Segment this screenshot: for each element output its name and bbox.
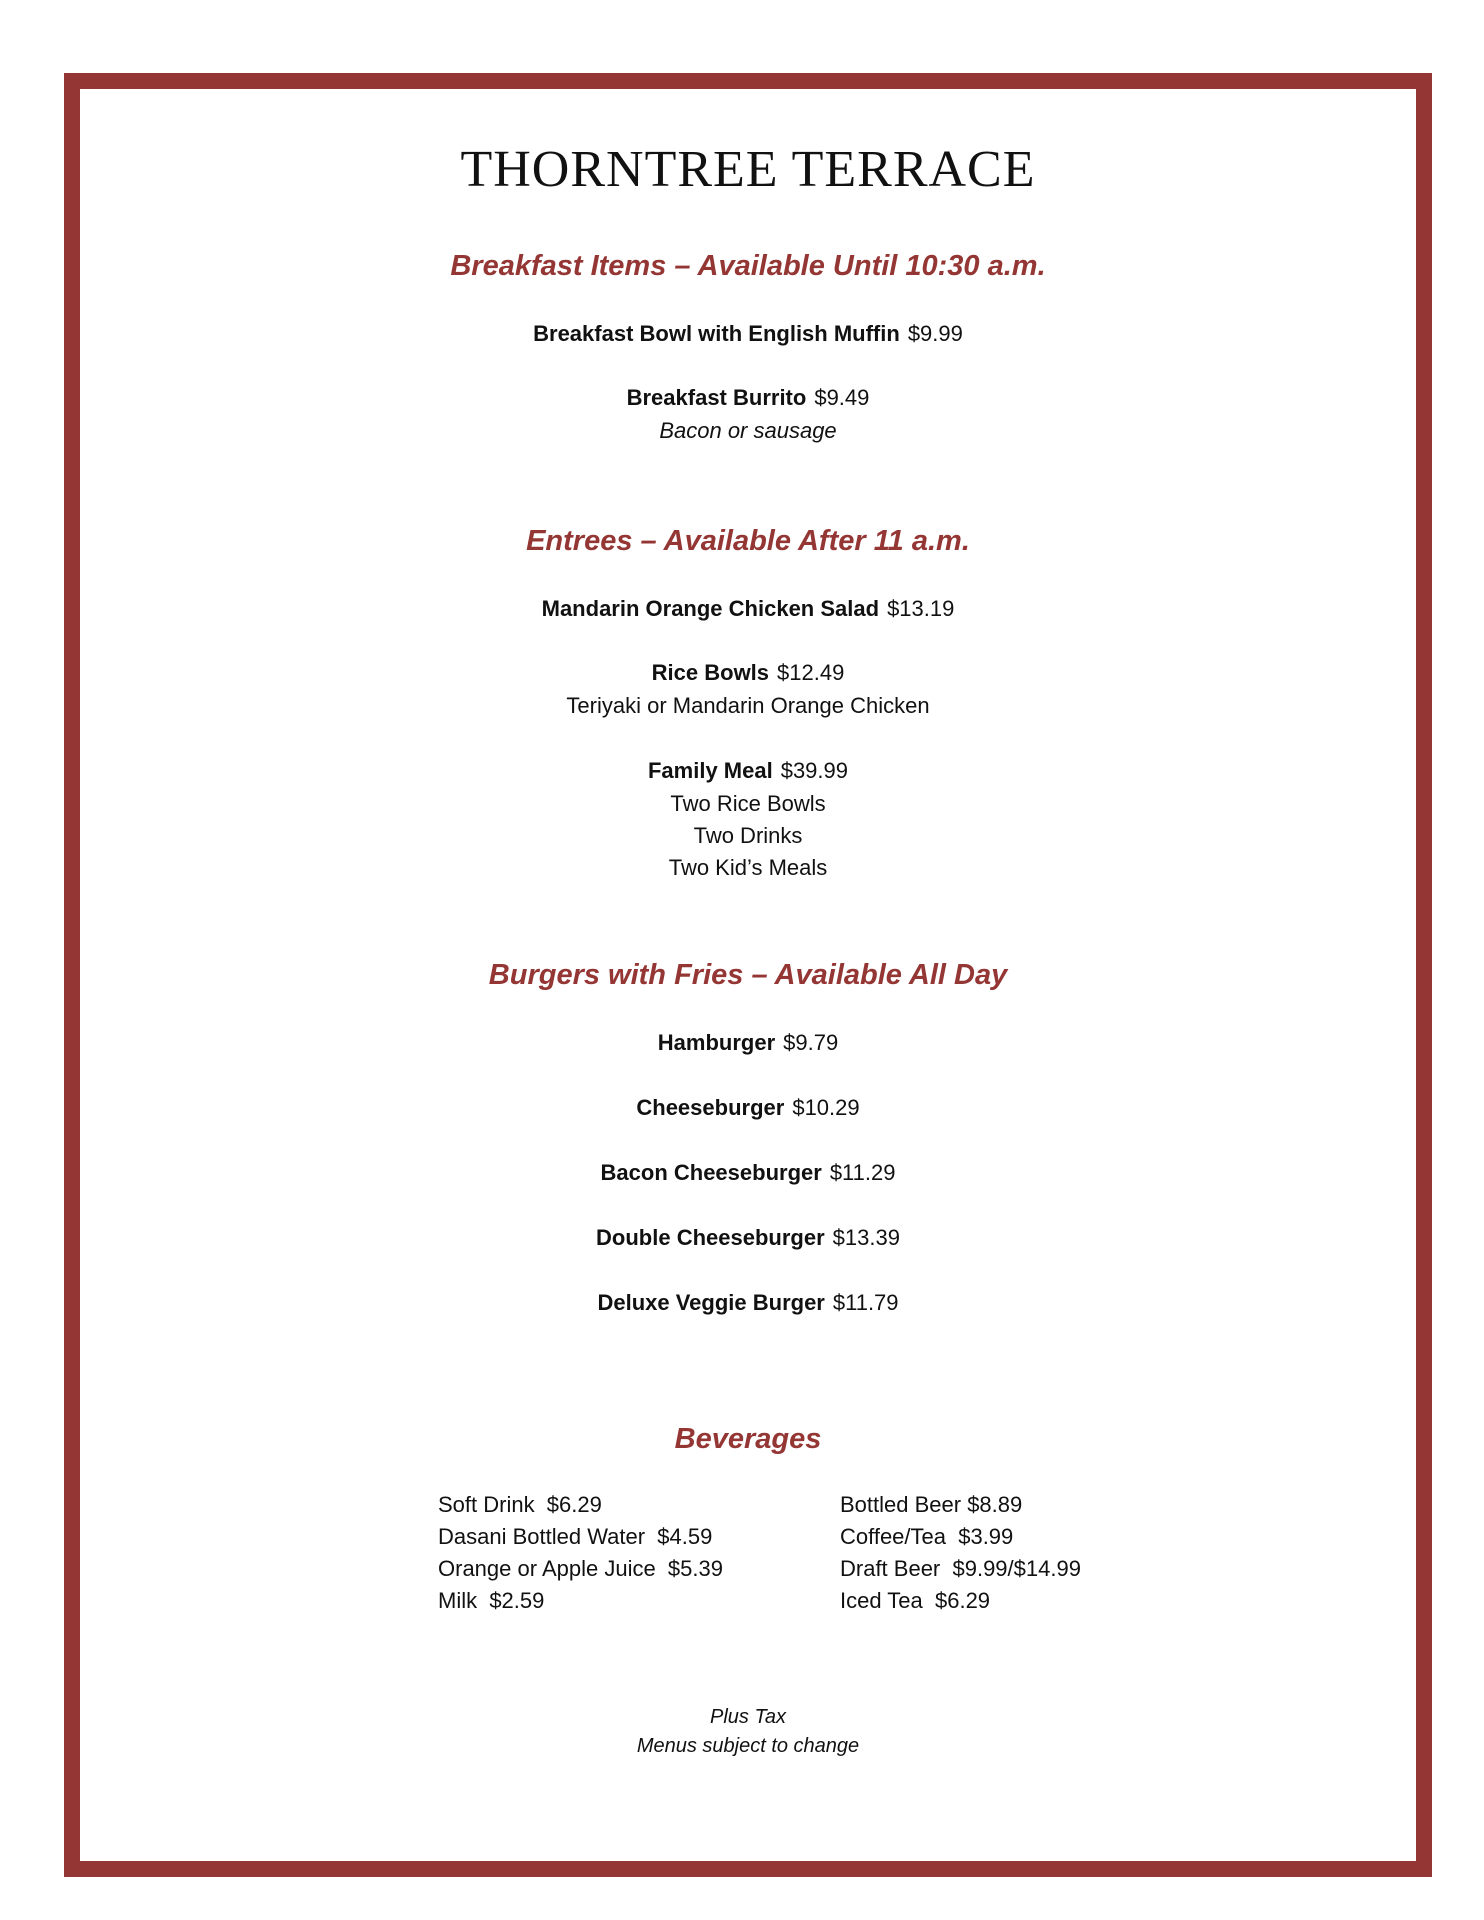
menu-item	[80, 323, 1416, 345]
item-note: Teriyaki or Mandarin Orange Chicken	[566, 693, 930, 718]
item-price: $9.79	[783, 1030, 839, 1055]
item-price: $11.79	[832, 1290, 899, 1315]
item-name: Family Meal	[647, 758, 773, 783]
beverage-item: Draft Beer $9.99/$14.99	[840, 1556, 1081, 1581]
item-name: Deluxe Veggie Burger	[597, 1290, 825, 1315]
item-name: Cheeseburger	[636, 1095, 785, 1120]
item-note: Two Rice Bowls	[670, 791, 826, 816]
menu-item	[80, 387, 1416, 409]
item-price: $12.49	[777, 660, 845, 685]
item-note: Two Drinks	[693, 823, 803, 848]
item-name: Hamburger	[657, 1030, 776, 1055]
beverage-item: Coffee/Tea $3.99	[840, 1524, 1014, 1549]
beverages-heading: Beverages	[674, 1423, 822, 1455]
item-price: $11.29	[829, 1160, 896, 1185]
menu-item	[80, 598, 1416, 620]
burgers-heading: Burgers with Fries – Available All Day	[488, 959, 1008, 991]
item-name: Rice Bowls	[651, 660, 770, 685]
menu-item	[80, 1032, 1416, 1054]
menu-item	[80, 1162, 1416, 1184]
restaurant-title: THORNTREE TERRACE	[460, 141, 1036, 198]
item-price: $9.49	[814, 385, 870, 410]
item-name: Double Cheeseburger	[596, 1225, 825, 1250]
item-price: $39.99	[780, 758, 848, 783]
footer-disclaimer: Menus subject to change	[636, 1735, 860, 1757]
beverage-item: Dasani Bottled Water $4.59	[438, 1524, 713, 1549]
footer-tax-note: Plus Tax	[710, 1706, 786, 1728]
beverage-item: Orange or Apple Juice $5.39	[438, 1556, 723, 1581]
beverage-item: Bottled Beer $8.89	[840, 1492, 1023, 1517]
item-price: $13.19	[887, 596, 955, 621]
menu-item	[80, 662, 1416, 684]
item-name: Breakfast Bowl with English Muffin	[533, 321, 900, 346]
menu-item	[80, 1097, 1416, 1119]
item-name: Mandarin Orange Chicken Salad	[541, 596, 880, 621]
entrees-heading: Entrees – Available After 11 a.m.	[526, 525, 970, 557]
item-name: Bacon Cheeseburger	[600, 1160, 822, 1185]
item-price: $9.99	[907, 321, 963, 346]
beverage-item: Milk $2.59	[438, 1588, 545, 1613]
menu-item	[80, 1292, 1416, 1314]
menu-item	[80, 760, 1416, 782]
item-price: $13.39	[832, 1225, 900, 1250]
beverage-item: Iced Tea $6.29	[840, 1588, 991, 1613]
breakfast-heading: Breakfast Items – Available Until 10:30 a.m.	[450, 250, 1046, 282]
item-note: Bacon or sausage	[659, 418, 837, 443]
item-price: $10.29	[792, 1095, 860, 1120]
beverages-left-column	[438, 1489, 723, 1617]
menu-item	[80, 1227, 1416, 1249]
item-name: Breakfast Burrito	[626, 385, 807, 410]
item-note: Two Kid’s Meals	[668, 855, 828, 880]
beverage-item: Soft Drink $6.29	[438, 1492, 602, 1517]
beverages-right-column	[840, 1489, 1081, 1617]
